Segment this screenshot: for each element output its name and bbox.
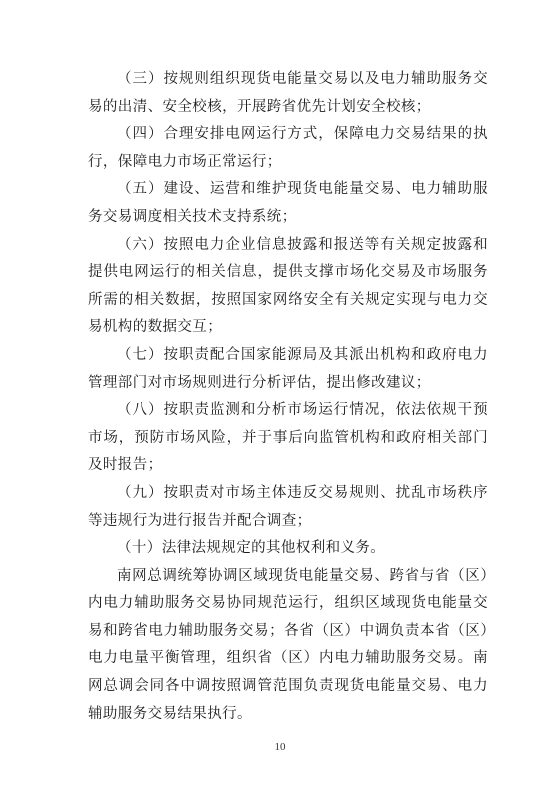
- paragraph-6: （六）按照电力企业信息披露和报送等有关规定披露和提供电网运行的相关信息，提供支撑市场化交易及市场服务所需的相关数据，按照国家网络安全有关规定实现与电力交易机构的数据交互；: [88, 236, 488, 336]
- paragraph-4: （四）合理安排电网运行方式，保障电力交易结果的执行，保障电力市场正常运行；: [88, 126, 488, 170]
- paragraph-3: （三）按规则组织现货电能量交易以及电力辅助服务交易的出清、安全校核，开展跨省优先计划安全校核；: [88, 71, 488, 115]
- paragraph-8: （八）按职责监测和分析市场运行情况，依法依规干预市场，预防市场风险，并于事后向监管机构和政府相关部门及时报告；: [88, 402, 488, 474]
- paragraph-7: （七）按职责配合国家能源局及其派出机构和政府电力管理部门对市场规则进行分析评估，提出修改建议；: [88, 346, 488, 391]
- paragraph-5: （五）建设、运营和维护现货电能量交易、电力辅助服务交易调度相关技术支持系统；: [88, 181, 488, 225]
- page-number: 10: [274, 741, 286, 753]
- paragraph-10: （十）法律法规规定的其他权利和义务。: [117, 540, 386, 557]
- paragraph-9: （九）按职责对市场主体违反交易规则、扰乱市场秩序等违规行为进行报告并配合调查；: [88, 484, 488, 529]
- paragraph-summary: 南网总调统筹协调区域现货电能量交易、跨省与省（区）内电力辅助服务交易协同规范运行，组织区域现货电能量交易和跨省电力辅助服务交易；各省（区）中调负责本省（区）电力电量平衡管理，组织省（区）内电力辅助服务交易。南网总调会同各中调按照调管范围负责现货电能量交易、电力辅助服务交易结果执行。: [88, 567, 488, 722]
- document-body: [88, 66, 488, 728]
